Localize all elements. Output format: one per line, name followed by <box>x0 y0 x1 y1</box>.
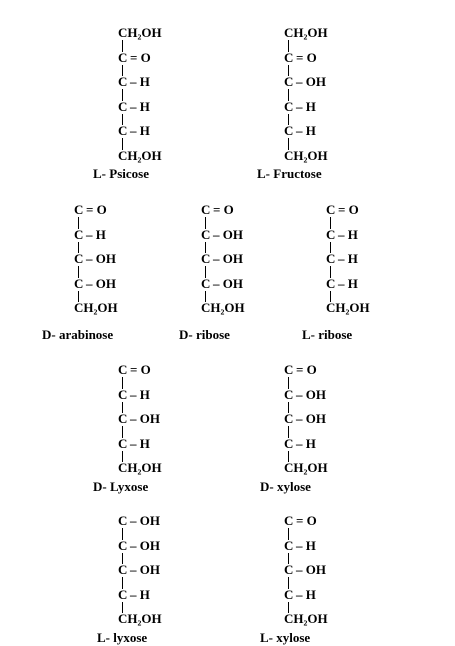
carbon-atom: C <box>284 98 294 114</box>
carbon-atom: C <box>326 251 336 266</box>
terminal-group: CH₂OH <box>284 460 328 475</box>
right-substituent: – H <box>296 435 316 451</box>
right-substituent: – OH <box>86 275 116 291</box>
right-substituent: – OH <box>130 411 160 426</box>
right-substituent: = O <box>213 202 234 217</box>
right-substituent: = O <box>296 362 317 377</box>
right-substituent: = O <box>130 362 151 377</box>
right-substituent: – H <box>338 251 358 266</box>
carbon-atom: C <box>326 202 336 217</box>
right-substituent: – H <box>130 586 150 602</box>
carbon-atom: C <box>118 513 128 528</box>
carbon-atom: C <box>284 562 294 577</box>
carbon-atom: C <box>74 226 84 242</box>
right-substituent: – OH <box>296 411 326 426</box>
terminal-group: CH₂OH <box>284 25 328 40</box>
carbon-atom: C <box>118 49 128 65</box>
carbon-atom: C <box>74 202 84 217</box>
carbon-atom: C <box>201 226 211 242</box>
right-substituent: – H <box>338 275 358 291</box>
carbon-atom: C <box>118 562 128 577</box>
carbon-atom: C <box>201 275 211 291</box>
carbon-atom: C <box>118 586 128 602</box>
terminal-group: CH₂OH <box>118 460 162 475</box>
carbon-atom: C <box>284 123 294 138</box>
carbon-atom: C <box>74 275 84 291</box>
right-substituent: – H <box>130 74 150 89</box>
carbon-atom: C <box>284 586 294 602</box>
terminal-group: CH₂OH <box>201 300 245 315</box>
carbon-atom: C <box>201 202 211 217</box>
terminal-group: CH₂OH <box>118 611 162 626</box>
molecule-name-caption: D- xylose <box>260 479 311 494</box>
right-substituent: – OH <box>130 513 160 528</box>
carbon-atom: C <box>118 123 128 138</box>
right-substituent: = O <box>296 49 317 65</box>
carbon-atom: C <box>118 435 128 451</box>
right-substituent: – H <box>130 98 150 114</box>
carbon-atom: C <box>201 251 211 266</box>
right-substituent: = O <box>86 202 107 217</box>
carbon-atom: C <box>284 362 294 377</box>
molecule-name-caption: D- arabinose <box>42 327 114 342</box>
right-substituent: – OH <box>213 251 243 266</box>
carbon-atom: C <box>118 411 128 426</box>
molecule-name-caption: L- xylose <box>260 630 311 645</box>
right-substituent: – OH <box>296 74 326 89</box>
right-substituent: – OH <box>130 537 160 553</box>
right-substituent: – H <box>296 98 316 114</box>
molecule-name-caption: D- ribose <box>179 327 230 342</box>
carbon-atom: C <box>284 435 294 451</box>
carbon-atom: C <box>284 537 294 553</box>
right-substituent: – H <box>296 586 316 602</box>
carbon-atom: C <box>284 513 294 528</box>
right-substituent: = O <box>338 202 359 217</box>
right-substituent: – H <box>130 123 150 138</box>
terminal-group: CH₂OH <box>326 300 370 315</box>
right-substituent: – OH <box>296 562 326 577</box>
carbon-atom: C <box>284 49 294 65</box>
terminal-group: CH₂OH <box>118 147 162 163</box>
right-substituent: – H <box>130 435 150 451</box>
carbon-atom: C <box>74 251 84 266</box>
terminal-group: CH₂OH <box>74 300 118 315</box>
carbon-atom: C <box>118 98 128 114</box>
right-substituent: – H <box>86 226 106 242</box>
carbon-atom: C <box>284 74 294 89</box>
right-substituent: – OH <box>130 562 160 577</box>
terminal-group: CH₂OH <box>284 147 328 163</box>
terminal-group: CH₂OH <box>284 611 328 626</box>
molecule-name-caption: L- lyxose <box>97 630 148 645</box>
right-substituent: – H <box>296 123 316 138</box>
carbon-atom: C <box>284 411 294 426</box>
right-substituent: – OH <box>213 226 243 242</box>
carbon-atom: C <box>118 362 128 377</box>
carbon-atom: C <box>326 275 336 291</box>
molecule-name-caption: L- Fructose <box>257 166 322 181</box>
right-substituent: = O <box>296 513 317 528</box>
carbon-atom: C <box>118 386 128 402</box>
right-substituent: – OH <box>86 251 116 266</box>
right-substituent: – H <box>130 386 150 402</box>
carbon-atom: C <box>284 386 294 402</box>
molecule-name-caption: D- Lyxose <box>93 479 149 494</box>
molecule-name-caption: L- Psicose <box>93 166 149 181</box>
carbon-atom: C <box>326 226 336 242</box>
right-substituent: = O <box>130 49 151 65</box>
right-substituent: – OH <box>213 275 243 291</box>
carbon-atom: C <box>118 537 128 553</box>
right-substituent: – H <box>338 226 358 242</box>
terminal-group: CH₂OH <box>118 25 162 40</box>
right-substituent: – OH <box>296 386 326 402</box>
right-substituent: – H <box>296 537 316 553</box>
carbon-atom: C <box>118 74 128 89</box>
molecule-name-caption: L- ribose <box>302 327 353 342</box>
